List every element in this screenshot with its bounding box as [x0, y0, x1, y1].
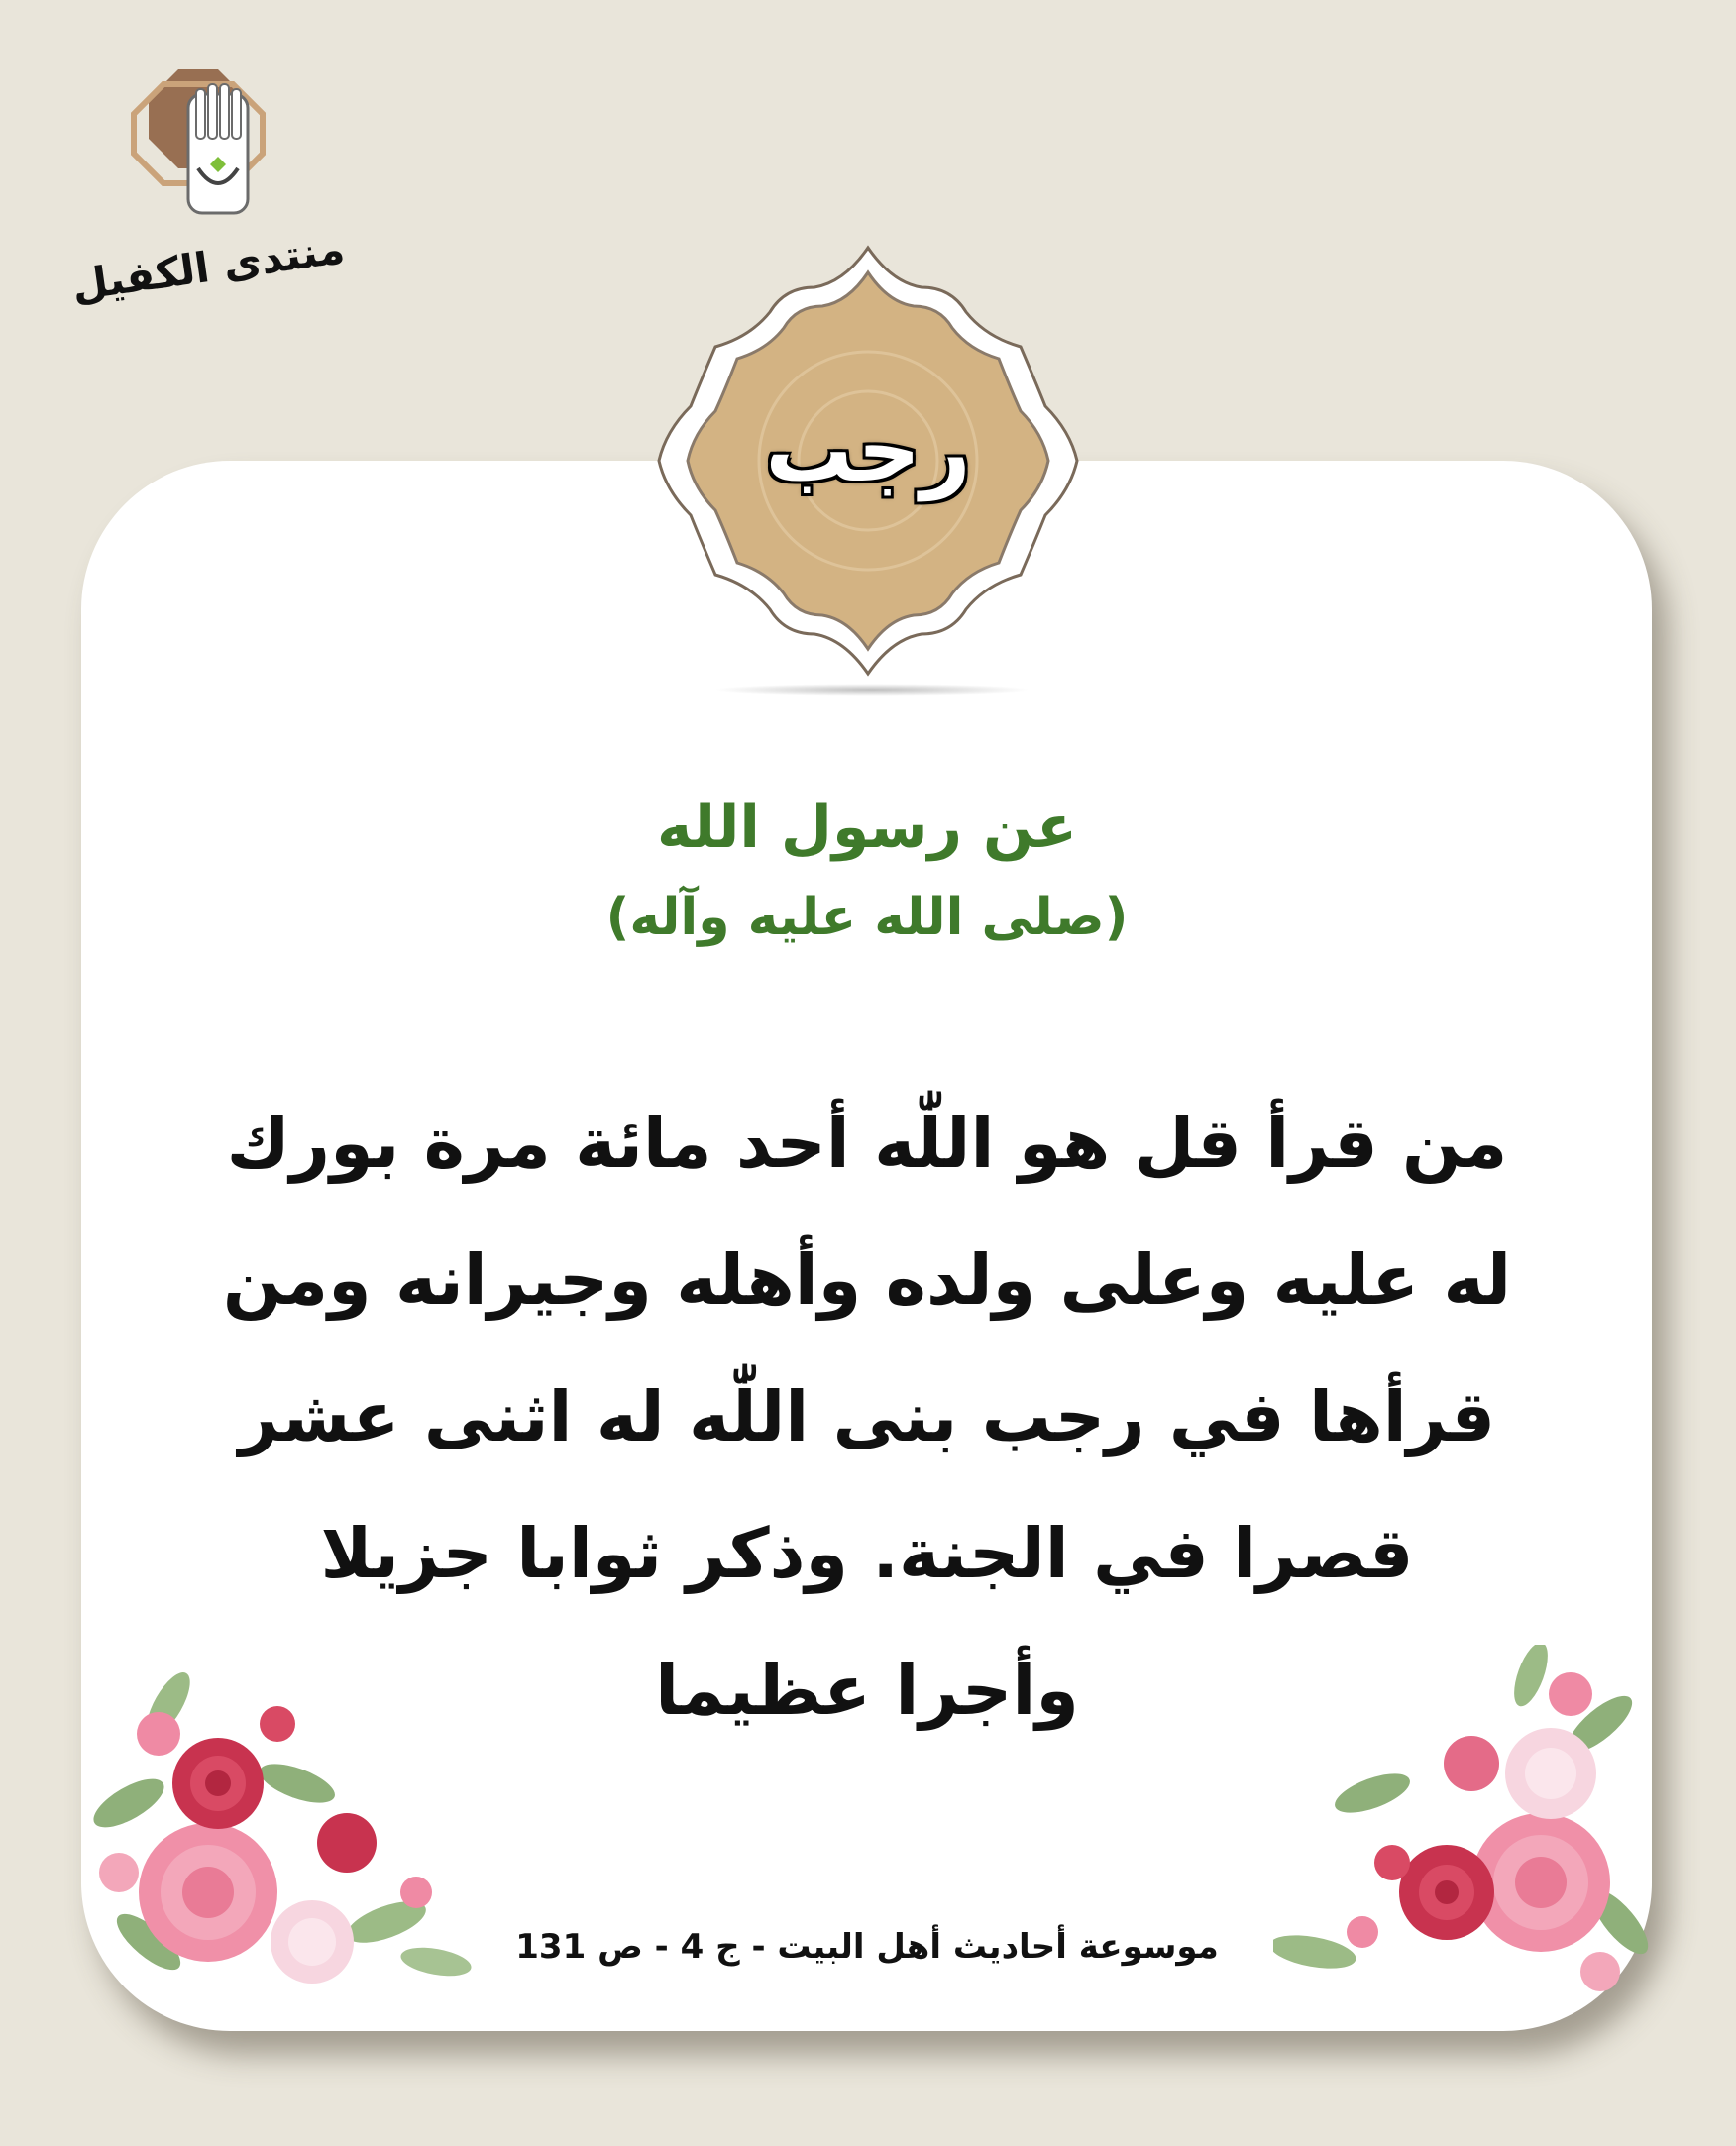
narrator-block	[297, 788, 1437, 962]
hadith-line: من قرأ قل هو اللّٰه أحد مائة مرة بورك	[226, 1103, 1508, 1184]
salutation-line: (صلى الله عليه وآله)	[605, 888, 1129, 947]
rose-bouquet-icon	[89, 1645, 505, 2001]
hadith-line: قرأها في رجب بنى اللّٰه له اثنى عشر	[238, 1376, 1496, 1457]
forum-logo	[69, 59, 347, 317]
hadith-line: له عليه وعلى ولده وأهله وجيرانه ومن	[222, 1239, 1512, 1321]
badge-shadow	[713, 684, 1031, 696]
hand-emblem-icon	[69, 59, 347, 248]
rose-bouquet-icon	[1273, 1645, 1650, 2011]
hadith-line: قصرا في الجنة. وذكر ثوابا جزيلا	[320, 1513, 1414, 1594]
source-citation: موسوعة أحاديث أهل البيت - ج 4 - ص 131	[515, 1927, 1219, 1967]
month-title: رجب	[765, 399, 971, 501]
logo-text: منتدى الكفيل	[68, 223, 348, 311]
hadith-line: وأجرا عظيما	[655, 1650, 1079, 1731]
narrator-line: عن رسول الله	[657, 793, 1077, 862]
